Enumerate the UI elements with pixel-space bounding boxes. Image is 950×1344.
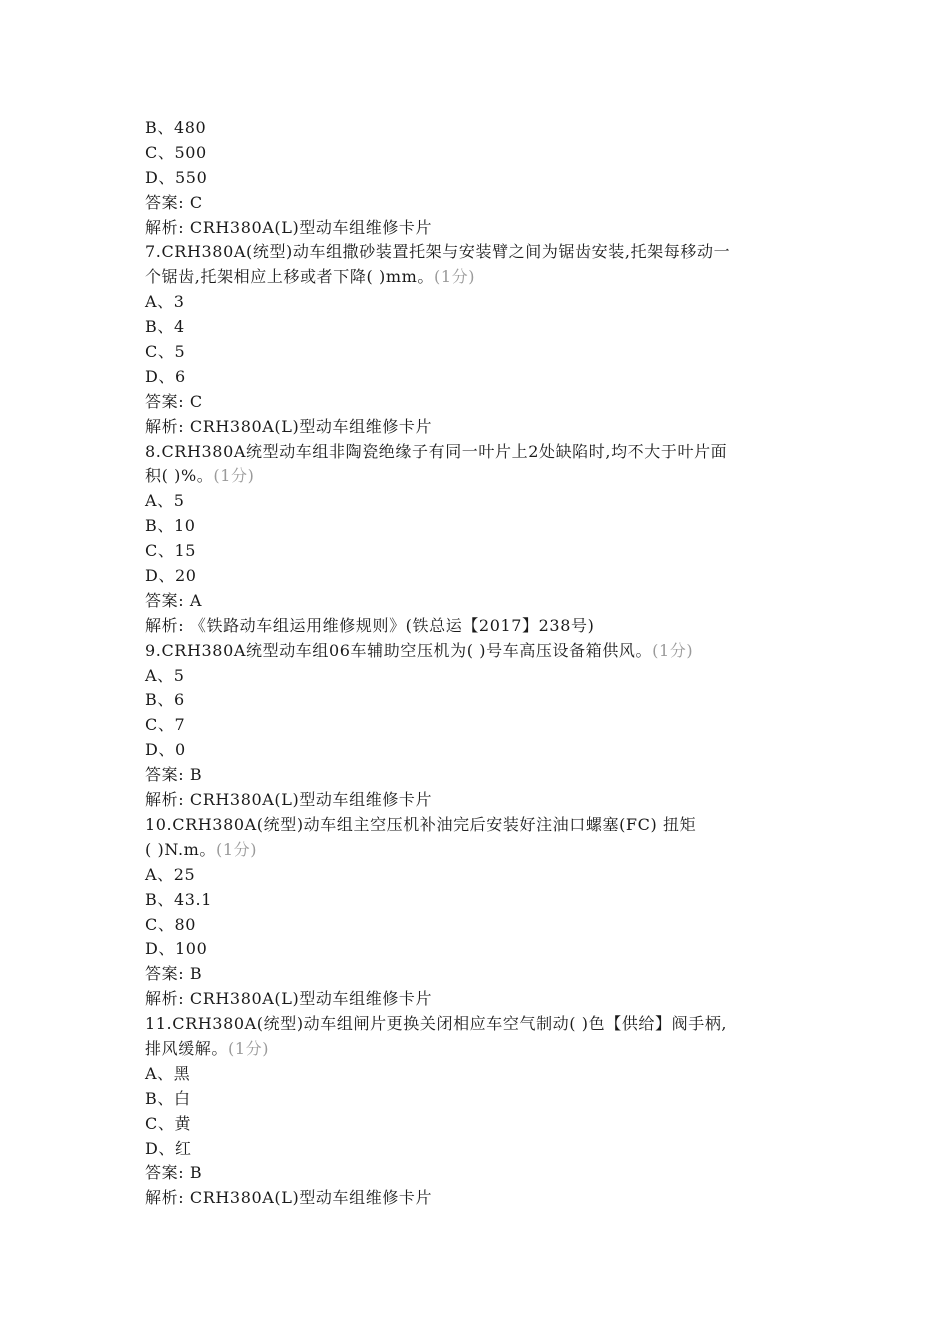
question-stem-continued (145, 464, 825, 489)
answer: 答案: A (145, 590, 203, 610)
question-stem-continued (145, 265, 825, 290)
stem-text: 9.CRH380A统型动车组06车辅助空压机为( )号车高压设备箱供风。 (145, 640, 653, 660)
option-a: A、5 (145, 491, 185, 511)
question-stem: 8.CRH380A统型动车组非陶瓷绝缘子有同一叶片上2处缺陷时,均不大于叶片面 (145, 441, 728, 461)
answer: 答案: C (145, 391, 203, 411)
option-a: A、25 (145, 864, 196, 884)
option-c: C、黄 (145, 1113, 192, 1133)
score: (1分) (434, 267, 476, 287)
score: (1分) (213, 466, 255, 486)
question-stem: 7.CRH380A(统型)动车组撒砂装置托架与安装臂之间为锯齿安装,托架每移动一 (145, 242, 731, 262)
question-stem: 10.CRH380A(统型)动车组主空压机补油完后安装好注油口螺塞(FC) 扭矩 (145, 814, 697, 834)
option-c: C、500 (145, 142, 207, 162)
analysis: 解析: CRH380A(L)型动车组维修卡片 (145, 416, 433, 436)
answer: 答案: B (145, 765, 203, 785)
option-b: B、43.1 (145, 889, 212, 909)
option-d: D、100 (145, 939, 208, 959)
option-b: B、4 (145, 317, 185, 337)
option-b: B、6 (145, 690, 185, 710)
option-a: A、3 (145, 292, 185, 312)
answer: 答案: C (145, 192, 203, 212)
option-a: A、5 (145, 665, 185, 685)
score: (1分) (652, 640, 694, 660)
option-d: D、0 (145, 740, 186, 760)
option-b: B、10 (145, 516, 196, 536)
option-c: C、5 (145, 342, 186, 362)
option-c: C、7 (145, 715, 186, 735)
analysis: 解析: 《铁路动车组运用维修规则》(铁总运【2017】238号) (145, 615, 595, 635)
document-body (145, 116, 825, 1211)
answer: 答案: B (145, 1163, 203, 1183)
analysis: 解析: CRH380A(L)型动车组维修卡片 (145, 790, 433, 810)
analysis: 解析: CRH380A(L)型动车组维修卡片 (145, 1188, 433, 1208)
option-d: D、550 (145, 167, 208, 187)
stem-text: ( )N.m。 (145, 839, 217, 859)
option-b: B、白 (145, 1088, 191, 1108)
stem-text: 积( )%。 (145, 466, 214, 486)
answer: 答案: B (145, 964, 203, 984)
analysis: 解析: CRH380A(L)型动车组维修卡片 (145, 217, 433, 237)
question-stem-continued (145, 838, 825, 863)
option-a: A、黑 (145, 1063, 191, 1083)
option-c: C、80 (145, 914, 197, 934)
question-stem (145, 639, 825, 664)
stem-text: 个锯齿,托架相应上移或者下降( )mm。 (145, 267, 435, 287)
option-d: D、20 (145, 566, 197, 586)
option-d: D、6 (145, 366, 186, 386)
stem-text: 排风缓解。 (145, 1038, 229, 1058)
option-c: C、15 (145, 541, 197, 561)
score: (1分) (228, 1038, 270, 1058)
option-d: D、红 (145, 1138, 192, 1158)
option-b: B、480 (145, 118, 207, 137)
score: (1分) (216, 839, 258, 859)
question-stem-continued (145, 1037, 825, 1062)
question-stem: 11.CRH380A(统型)动车组闸片更换关闭相应车空气制动( )色【供给】阀手柄, (145, 1014, 728, 1034)
analysis: 解析: CRH380A(L)型动车组维修卡片 (145, 989, 433, 1009)
